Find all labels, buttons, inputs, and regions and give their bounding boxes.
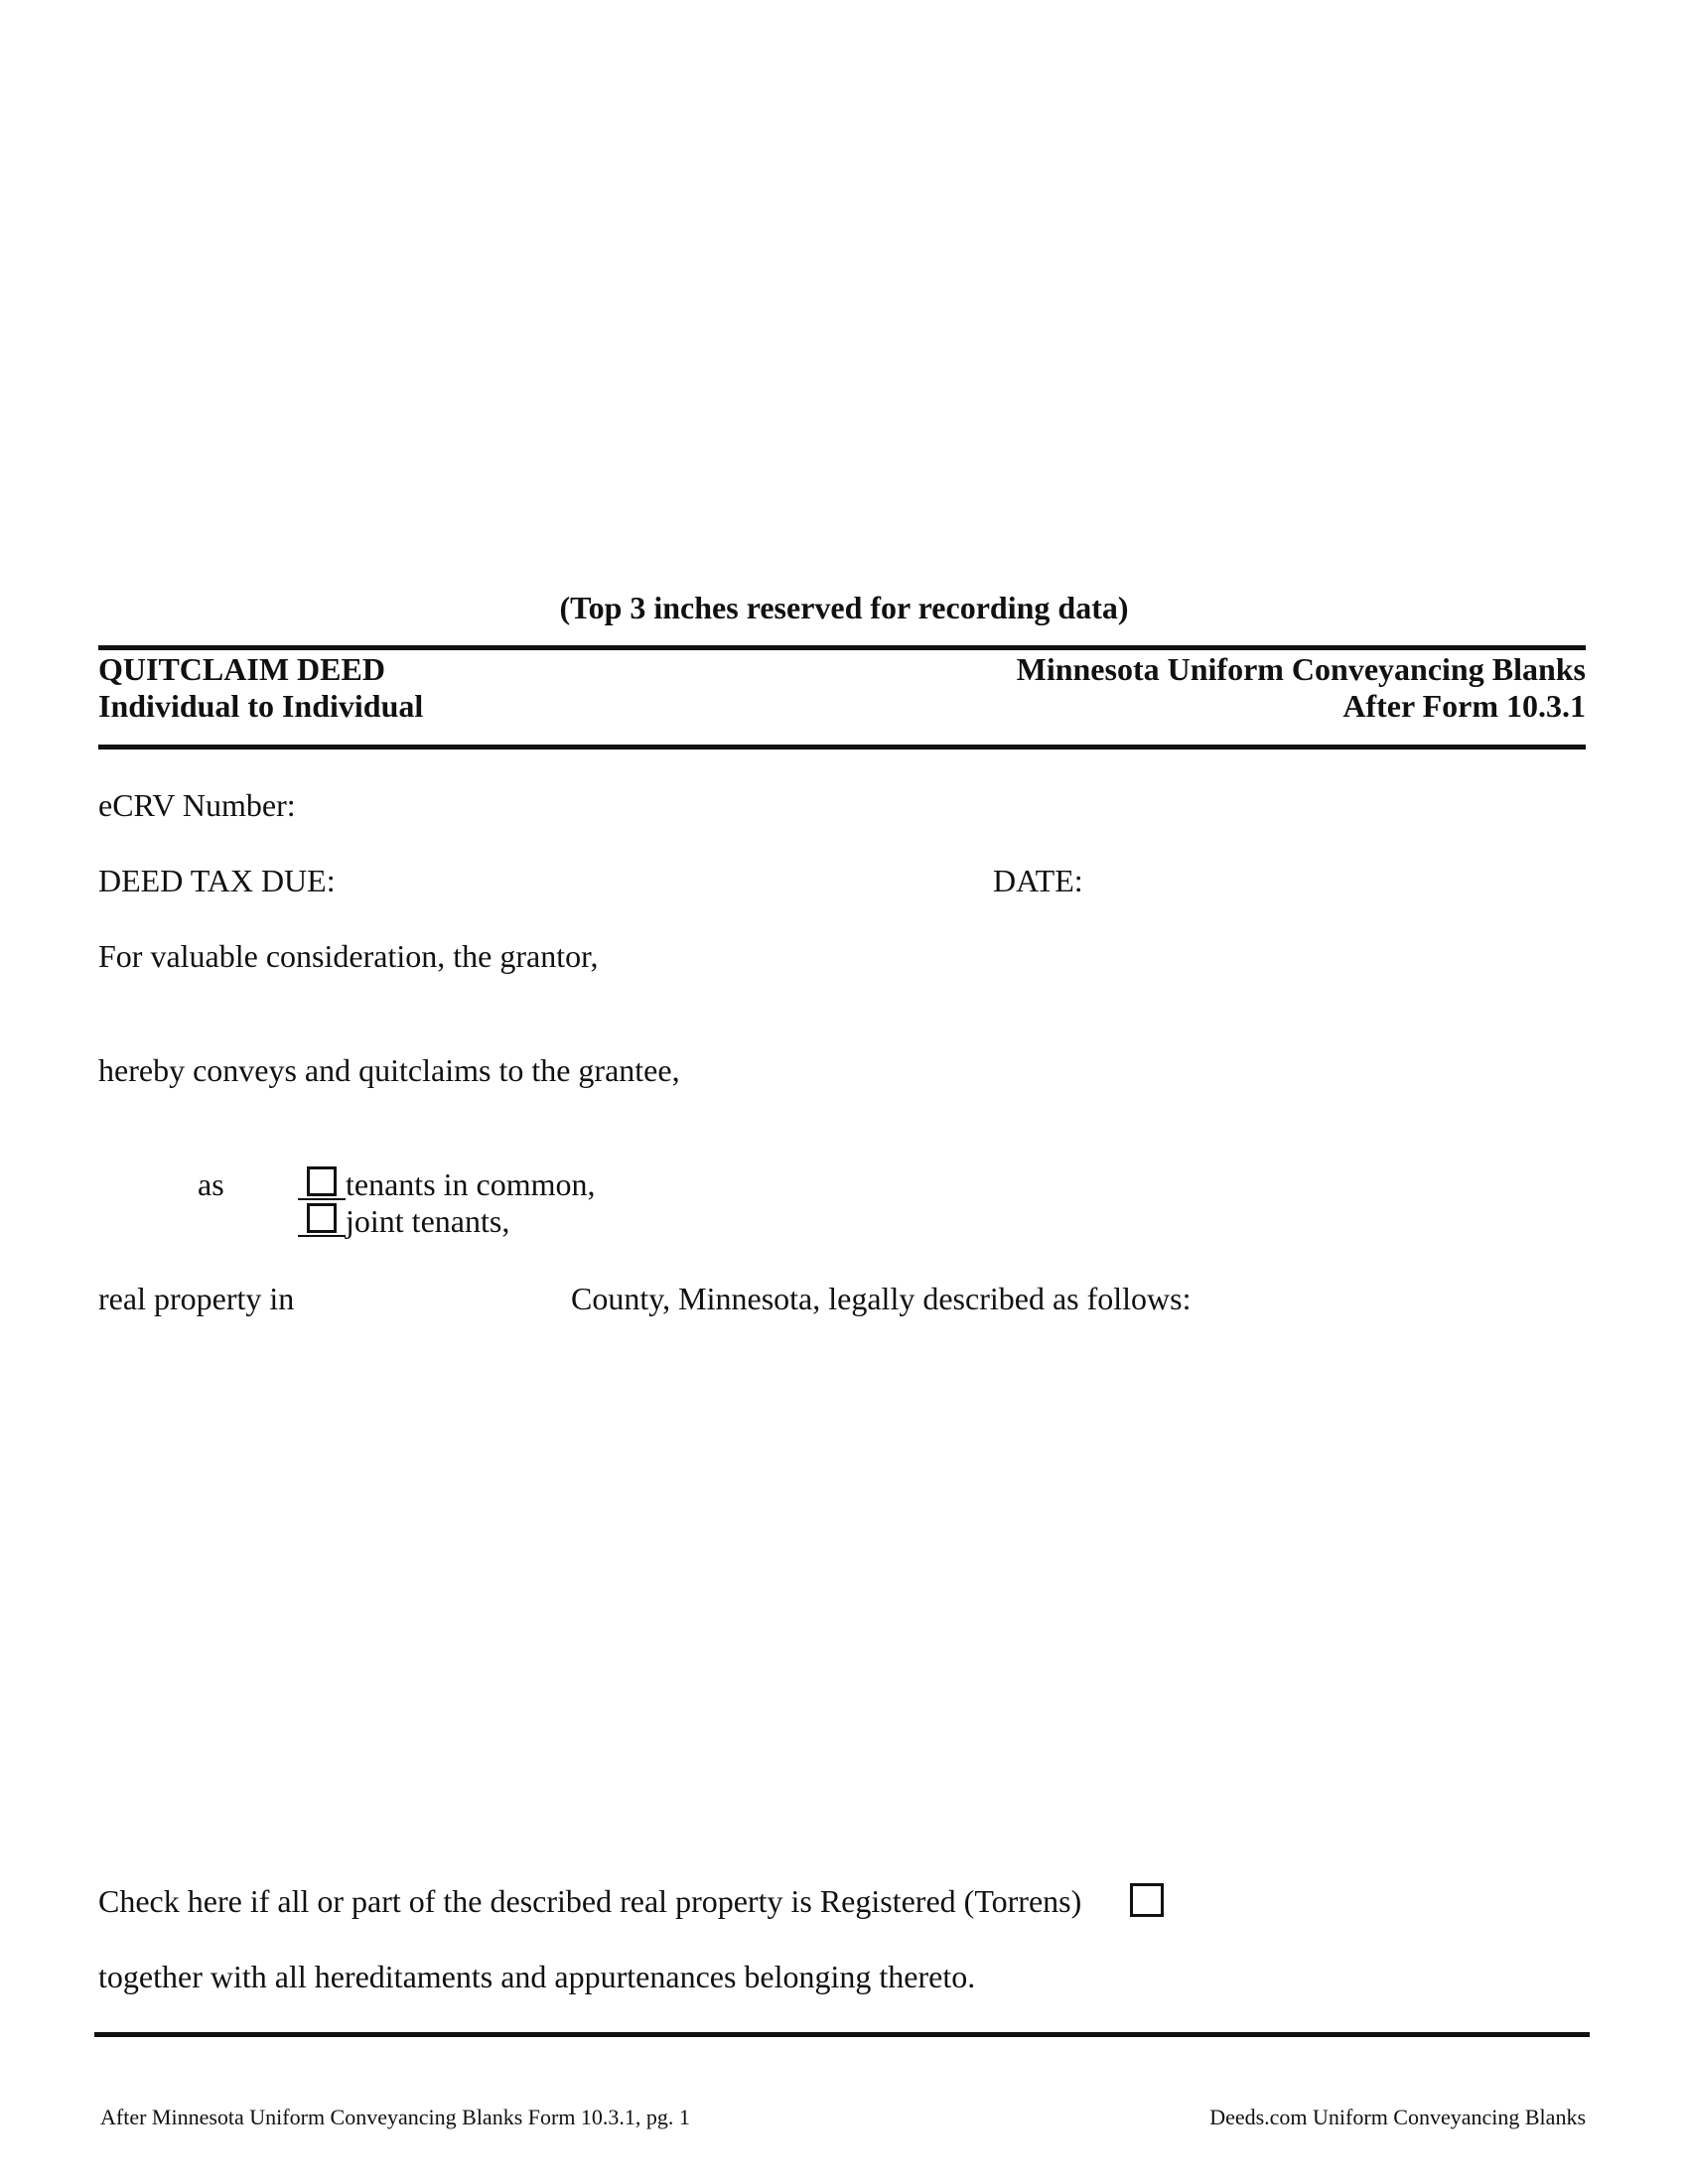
property-county-suffix: County, Minnesota, legally described as follows: (571, 1281, 1192, 1316)
torrens-statement: Check here if all or part of the described real property is Registered (Torrens) (98, 1883, 1082, 1919)
joint-tenants-label: joint tenants, (346, 1203, 510, 1239)
deed-subtitle: Individual to Individual (98, 688, 424, 724)
tenants-in-common-blank (298, 1198, 346, 1200)
tenants-in-common-checkbox[interactable] (307, 1166, 337, 1196)
tenants-in-common-label: tenants in common, (346, 1166, 596, 1202)
recording-area-note: (Top 3 inches reserved for recording data) (559, 590, 1129, 625)
torrens-checkbox[interactable] (1130, 1883, 1164, 1917)
footer-rule (94, 2032, 1590, 2037)
footer-left-text: After Minnesota Uniform Conveyancing Blanks Form 10.3.1, pg. 1 (100, 2105, 690, 2129)
grantor-line: For valuable consideration, the grantor, (98, 938, 599, 974)
property-prefix: real property in (98, 1281, 295, 1316)
joint-tenants-blank (298, 1235, 346, 1237)
as-label: as (198, 1166, 224, 1202)
grantee-line: hereby conveys and quitclaims to the grantee, (98, 1052, 680, 1088)
form-number-label: After Form 10.3.1 (1342, 688, 1586, 724)
joint-tenants-checkbox[interactable] (307, 1203, 337, 1233)
date-label: DATE: (993, 863, 1083, 898)
form-series-label: Minnesota Uniform Conveyancing Blanks (1016, 651, 1586, 687)
header-bottom-rule (98, 745, 1586, 750)
deed-tax-due-label: DEED TAX DUE: (98, 863, 336, 898)
footer-right-text: Deeds.com Uniform Conveyancing Blanks (1209, 2105, 1586, 2129)
hereditaments-line: together with all hereditaments and appurtenances belonging thereto. (98, 1959, 976, 1994)
deed-title: QUITCLAIM DEED (98, 651, 385, 687)
ecrv-number-label: eCRV Number: (98, 787, 296, 823)
